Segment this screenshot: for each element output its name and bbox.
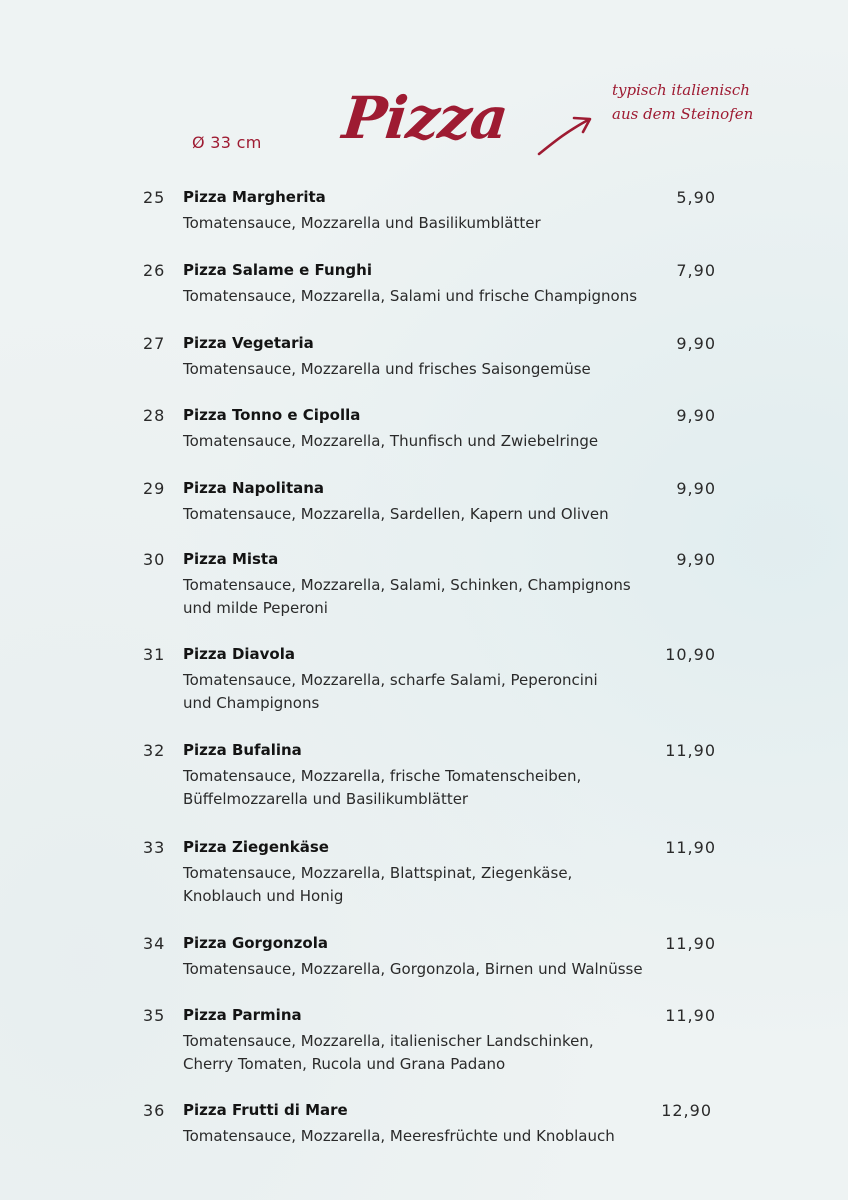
item-price: 11,90 (665, 741, 716, 760)
item-description-line: Tomatensauce, Mozzarella und Basilikumblätter (183, 214, 541, 232)
item-description-line: Tomatensauce, Mozzarella, Meeresfrüchte und Knoblauch (183, 1127, 615, 1145)
item-description-line: Tomatensauce, Mozzarella, frische Tomatenscheiben, (183, 767, 582, 785)
item-number: 31 (143, 645, 166, 664)
item-description-line: Tomatensauce, Mozzarella, scharfe Salami, Peperoncini (183, 671, 598, 689)
item-description-line: Knoblauch und Honig (183, 887, 344, 905)
item-number: 29 (143, 479, 166, 498)
item-description-line: Tomatensauce, Mozzarella, Gorgonzola, Birnen und Walnüsse (183, 960, 643, 978)
item-description-line: Tomatensauce, Mozzarella, Sardellen, Kapern und Oliven (183, 505, 609, 523)
item-name: Pizza Gorgonzola (183, 934, 328, 952)
item-description (183, 358, 653, 381)
item-name: Pizza Ziegenkäse (183, 838, 329, 856)
item-price: 11,90 (665, 934, 716, 953)
item-number: 35 (143, 1006, 166, 1025)
item-number: 27 (143, 334, 166, 353)
item-price: 5,90 (676, 188, 716, 207)
item-description-line: Büffelmozzarella und Basilikumblätter (183, 790, 469, 808)
item-name: Pizza Mista (183, 550, 279, 568)
item-price: 10,90 (665, 645, 716, 664)
tagline (612, 78, 754, 126)
item-number: 28 (143, 406, 166, 425)
item-description (183, 285, 653, 308)
item-name: Pizza Tonno e Cipolla (183, 406, 361, 424)
item-price: 9,90 (676, 334, 716, 353)
item-name: Pizza Frutti di Mare (183, 1101, 348, 1119)
item-description-line: Tomatensauce, Mozzarella, italienischer Landschinken, (183, 1032, 594, 1050)
item-description-line: und milde Peperoni (183, 599, 328, 617)
item-description-line: Tomatensauce, Mozzarella, Salami, Schinken, Champignons (183, 576, 631, 594)
item-description-line: Cherry Tomaten, Rucola und Grana Padano (183, 1055, 506, 1073)
item-name: Pizza Margherita (183, 188, 326, 206)
arrow-icon (536, 112, 596, 158)
item-description (183, 1125, 653, 1148)
item-description (183, 212, 653, 235)
item-description (183, 862, 653, 908)
item-name: Pizza Vegetaria (183, 334, 314, 352)
item-number: 32 (143, 741, 166, 760)
item-price: 9,90 (676, 550, 716, 569)
item-price: 11,90 (665, 838, 716, 857)
item-description (183, 669, 653, 715)
item-name: Pizza Napolitana (183, 479, 325, 497)
item-name: Pizza Bufalina (183, 741, 302, 759)
pizza-diameter: Ø 33 cm (192, 133, 262, 152)
item-price: 9,90 (676, 479, 716, 498)
page-title: Pizza (339, 84, 511, 152)
item-number: 33 (143, 838, 166, 857)
item-description (183, 430, 653, 453)
item-number: 34 (143, 934, 166, 953)
item-number: 25 (143, 188, 166, 207)
item-description (183, 503, 653, 526)
item-price: 12,90 (661, 1101, 712, 1120)
tagline-line-2: aus dem Steinofen (612, 105, 754, 123)
item-description-line: und Champignons (183, 694, 320, 712)
item-description-line: Tomatensauce, Mozzarella und frisches Saisongemüse (183, 360, 591, 378)
tagline-line-1: typisch italienisch (612, 81, 750, 99)
item-number: 30 (143, 550, 166, 569)
item-number: 26 (143, 261, 166, 280)
item-description (183, 765, 653, 811)
item-name: Pizza Parmina (183, 1006, 302, 1024)
item-name: Pizza Diavola (183, 645, 296, 663)
item-description-line: Tomatensauce, Mozzarella, Thunfisch und Zwiebelringe (183, 432, 599, 450)
item-number: 36 (143, 1101, 166, 1120)
item-price: 11,90 (665, 1006, 716, 1025)
item-description (183, 1030, 653, 1076)
item-description-line: Tomatensauce, Mozzarella, Blattspinat, Ziegenkäse, (183, 864, 573, 882)
item-description-line: Tomatensauce, Mozzarella, Salami und frische Champignons (183, 287, 638, 305)
item-description (183, 958, 653, 981)
item-price: 9,90 (676, 406, 716, 425)
item-description (183, 574, 653, 620)
item-price: 7,90 (676, 261, 716, 280)
item-name: Pizza Salame e Funghi (183, 261, 372, 279)
